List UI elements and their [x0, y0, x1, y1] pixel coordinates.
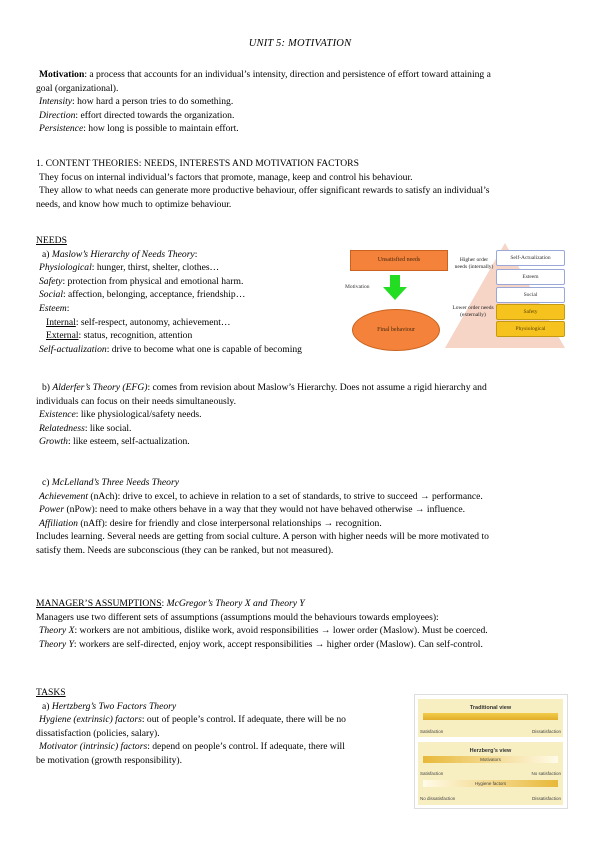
persistence-text: : how long is possible to maintain effort. — [83, 123, 239, 135]
efg-label: (EFG) — [120, 382, 148, 393]
needs-section — [36, 234, 346, 356]
term-persistence: Persistence — [39, 123, 84, 135]
managers-intro: Managers use two different sets of assumptions (assumptions mould the behaviours towards employees): — [36, 611, 439, 623]
list-marker: c) — [42, 477, 52, 488]
traditional-bar — [423, 713, 558, 720]
herzberg-view-panel — [418, 742, 563, 805]
mclelland-note: Includes learning. Several needs are getting from social culture. A person with higher needs will be more motivated to — [36, 531, 489, 543]
alderfer-title: Alderfer’s Theory — [52, 382, 120, 393]
traditional-view-panel — [418, 699, 563, 737]
existence-text: : like physiological/safety needs. — [75, 409, 202, 421]
herzberg-view-title: Herzberg’s view — [469, 748, 512, 754]
section-heading: 1. CONTENT THEORIES: NEEDS, INTERESTS AND MOTIVATION FACTORS — [36, 158, 359, 169]
term-motivator: Motivator (intrinsic) factors — [39, 741, 148, 753]
hygiene-text-cont: dissatisfaction (policies, salary). — [36, 727, 160, 739]
hyg-left-label: No dissatisfaction — [420, 796, 456, 801]
colon: : — [161, 598, 167, 609]
intensity-text: : how hard a person tries to do something. — [72, 96, 234, 108]
alderfer-text: : comes from revision about Maslow’s Hierarchy. Does not assume a rigid hierarchy and — [147, 382, 487, 393]
external-text: : status, recognition, attention — [78, 330, 193, 342]
motivators-bar: Motivators — [423, 756, 558, 763]
definition-cont: goal (organizational). — [36, 82, 119, 94]
mclelland-note-cont: satisfy them. Needs are subconscious (they can be ranked, but not measured). — [36, 544, 334, 556]
paragraph-line: They allow to what needs can generate more productive behaviour, offer significant rewards to satisfy an individual’s — [39, 185, 490, 197]
page-title: UNIT 5: MOTIVATION — [248, 38, 352, 49]
tier-social: Social — [496, 287, 565, 303]
growth-text: : like esteem, self-actualization. — [67, 436, 190, 448]
tier-safety: Safety — [496, 304, 565, 320]
list-marker: a) — [42, 700, 52, 712]
final-behaviour-ellipse — [352, 309, 440, 351]
mcgregor-title: McGregor’s Theory X and Theory Y — [166, 598, 305, 609]
power-text: (nPow): need to make others behave in a way that they would not have behaved otherwise → influence. — [64, 504, 466, 516]
list-marker: a) — [42, 248, 52, 260]
colon: : — [194, 248, 198, 260]
tasks-section — [36, 686, 406, 768]
relatedness-text: : like social. — [84, 422, 132, 434]
tier-esteem: Esteem — [496, 269, 565, 285]
motivation-label: Motivation — [345, 284, 370, 290]
tier-self-actualization: Self-Actualization — [496, 250, 565, 266]
lower-order-label: Lower order needs (externally) — [452, 305, 494, 318]
list-marker: b) — [42, 382, 53, 393]
tier-physiological: Physiological — [496, 321, 565, 337]
term-internal: Internal — [46, 316, 76, 328]
mot-left-label: Satisfaction — [420, 771, 444, 776]
term-growth: Growth — [39, 436, 68, 448]
term-hygiene: Hygiene (extrinsic) factors — [39, 714, 142, 726]
achievement-text: (nAch): drive to excel, to achieve in relation to a set of standards, to strive to succeed → performance. — [88, 490, 483, 502]
term-existence: Existence — [39, 409, 76, 421]
higher-order-label: Higher order needs (internally) — [454, 257, 494, 270]
term-affiliation: Affiliation — [39, 517, 78, 529]
term-self-actualization: Self-actualization — [39, 343, 107, 355]
hygiene-bar: Hygiene factors — [423, 780, 558, 787]
term-physiological: Physiological — [39, 262, 92, 274]
affiliation-text: (nAff): desire for friendly and close interpersonal relationships → recognition. — [77, 517, 382, 529]
maslow-title: Maslow’s Hierarchy of Needs Theory — [51, 248, 195, 260]
term-social: Social — [39, 289, 63, 301]
motivator-text-cont: be motivation (growth responsibility). — [36, 754, 183, 766]
needs-heading: NEEDS — [36, 235, 67, 246]
self-actualization-text: : drive to become what one is capable of becoming — [106, 343, 302, 355]
term-theory-x: Theory X — [39, 625, 75, 637]
theory-y-text: : workers are self-directed, enjoy work, accept responsibilities → higher order (Maslow). Can self-control. — [73, 638, 483, 650]
down-arrow-icon — [390, 275, 400, 287]
herzberg-title: Hertzberg’s Two Factors Theory — [51, 700, 177, 712]
content-theories-section — [36, 157, 572, 211]
unsatisfied-needs-box: Unsatisfied needs — [350, 250, 448, 271]
social-text: : affection, belonging, acceptance, friendship… — [62, 289, 246, 301]
trad-left-label: Satisfaction — [420, 729, 444, 734]
traditional-view-title: Traditional view — [469, 705, 512, 711]
motivator-text: : depend on people’s control. If adequate, there will — [147, 741, 345, 753]
mclelland-section — [36, 476, 572, 558]
herzberg-figure — [414, 694, 568, 809]
term-motivation: Motivation — [39, 69, 85, 80]
maslow-hierarchy-figure — [342, 243, 568, 370]
motivation-definition — [36, 68, 572, 136]
term-safety: Safety — [39, 275, 63, 287]
term-direction: Direction — [39, 109, 76, 121]
alderfer-section — [36, 381, 572, 449]
esteem-text: : — [66, 302, 70, 314]
alderfer-text-cont: individuals can focus on their needs simultaneously. — [36, 395, 237, 407]
tasks-heading: TASKS — [36, 687, 66, 698]
hyg-right-label: Dissatisfaction — [531, 796, 561, 801]
direction-text: : effort directed towards the organization. — [75, 109, 235, 121]
term-relatedness: Relatedness — [39, 422, 85, 434]
trad-right-label: Dissatisfaction — [531, 729, 561, 734]
managers-heading: MANAGER’S ASSUMPTIONS — [36, 598, 162, 609]
managers-section — [36, 597, 572, 651]
paragraph-line: They focus on internal individual’s factors that promote, manage, keep and control his behaviour. — [39, 171, 413, 183]
paragraph-line: needs, and know how much to optimize behaviour. — [36, 198, 232, 210]
term-intensity: Intensity — [39, 96, 73, 108]
term-esteem: Esteem — [39, 302, 67, 314]
final-behaviour-label: Final behaviour — [377, 326, 415, 333]
hygiene-text: : out of people’s control. If adequate, there will be no — [141, 714, 346, 726]
internal-text: : self-respect, autonomy, achievement… — [75, 316, 231, 328]
term-power: Power — [39, 504, 65, 516]
definition-text: : a process that accounts for an individual’s intensity, direction and persistence of effort toward attaining a — [84, 69, 491, 80]
term-external: External — [46, 330, 79, 342]
down-arrow-head-icon — [383, 287, 407, 300]
safety-text: : protection from physical and emotional harm. — [62, 275, 244, 287]
mot-right-label: No satisfaction — [531, 771, 561, 776]
mclelland-title: McLelland’s Three Needs Theory — [51, 477, 179, 488]
term-achievement: Achievement — [39, 490, 89, 502]
term-theory-y: Theory Y — [39, 638, 74, 650]
physiological-text: : hunger, thirst, shelter, clothes… — [91, 262, 220, 274]
theory-x-text: : workers are not ambitious, dislike work, avoid responsibilities → lower order (Maslow). Must be coerced. — [74, 625, 488, 637]
